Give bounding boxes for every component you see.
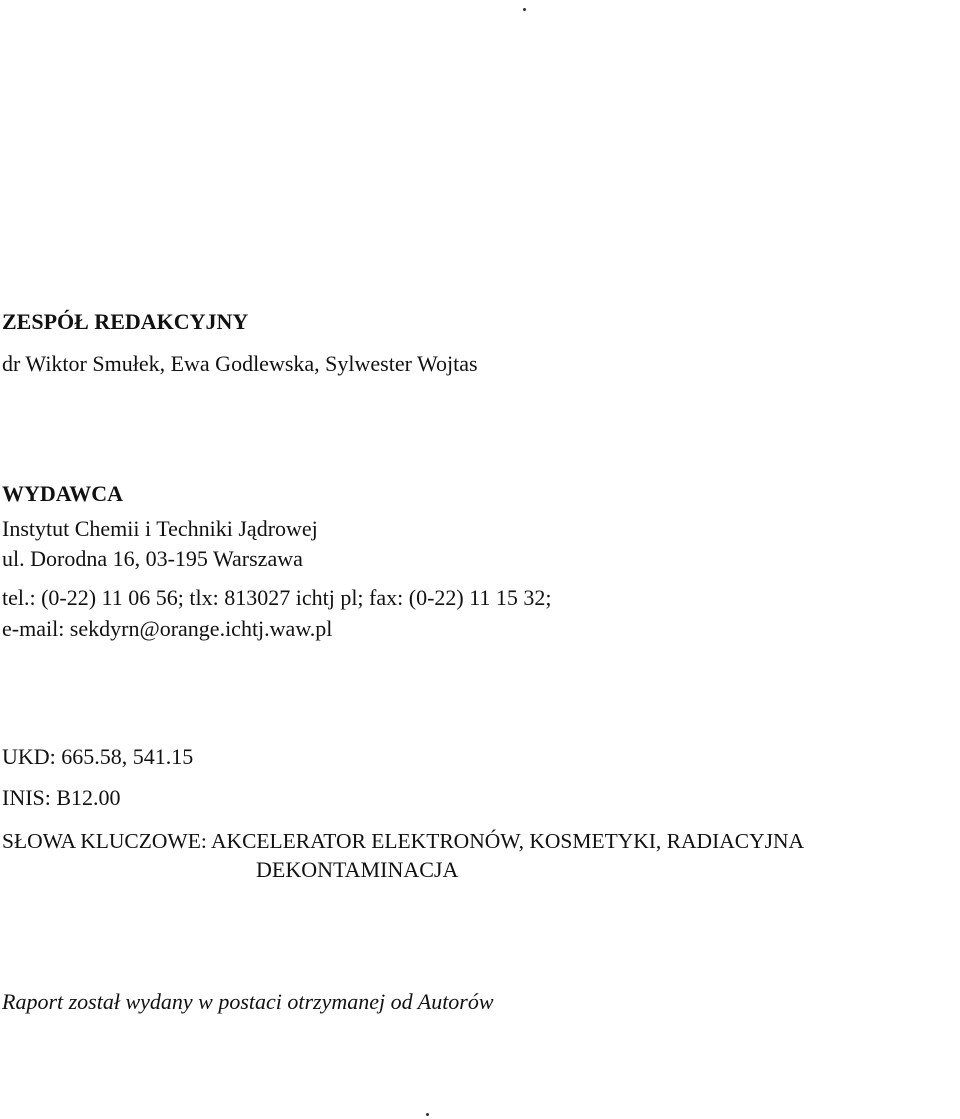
scan-speck-bottom — [426, 1113, 429, 1116]
ukd-classification: UKD: 665.58, 541.15 — [2, 744, 194, 769]
inis-classification: INIS: B12.00 — [2, 785, 121, 810]
publisher-heading: WYDAWCA — [2, 481, 123, 506]
scan-speck-top — [523, 8, 526, 11]
keywords-line-1: SŁOWA KLUCZOWE: AKCELERATOR ELEKTRONÓW, KOSMETYKI, RADIACYJNA — [2, 829, 805, 853]
publisher-institute: Instytut Chemii i Techniki Jądrowej — [2, 516, 318, 541]
publisher-address: ul. Dorodna 16, 03-195 Warszawa — [2, 546, 303, 571]
editorial-team-members: dr Wiktor Smułek, Ewa Godlewska, Sylwester Wojtas — [2, 351, 478, 376]
keywords-line-2: DEKONTAMINACJA — [256, 857, 459, 882]
editorial-team-heading: ZESPÓŁ REDAKCYJNY — [2, 309, 249, 334]
publisher-contact: tel.: (0-22) 11 06 56; tlx: 813027 ichtj pl; fax: (0-22) 11 15 32; — [2, 585, 552, 610]
publisher-email: e-mail: sekdyrn@orange.ichtj.waw.pl — [2, 616, 333, 641]
report-note: Raport został wydany w postaci otrzymanej od Autorów — [2, 989, 494, 1014]
